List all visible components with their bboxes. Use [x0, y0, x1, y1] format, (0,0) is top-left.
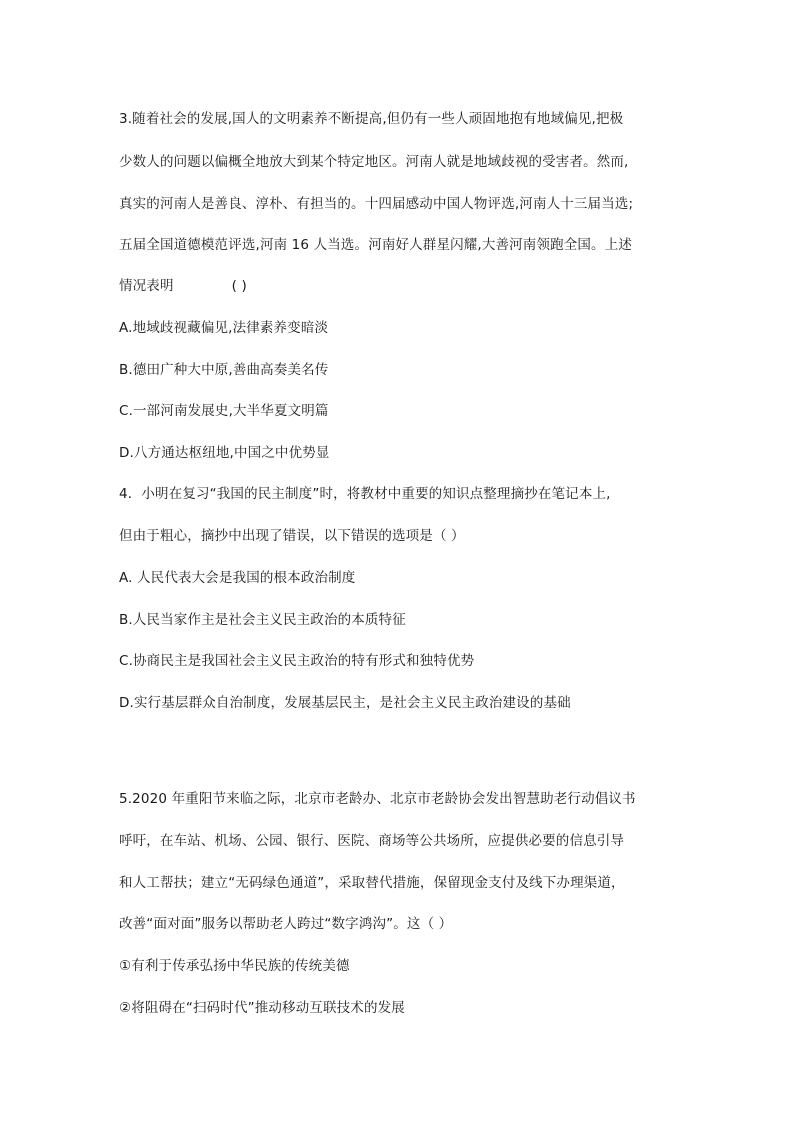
q3-stem-line-1: 3.随着社会的发展,国人的文明素养不断提高,但仍有一些人顽固地抱有地域偏见,把极 — [119, 111, 624, 127]
q5-stem-line-2: 呼吁，在车站、机场、公园、银行、医院、商场等公共场所，应提供必要的信息引导 — [119, 833, 625, 849]
q3-option-a: A.地域歧视藏偏见,法律素养变暗淡 — [119, 320, 329, 336]
q3-option-b: B.德田广种大中原,善曲高奏美名传 — [119, 362, 329, 378]
q4-option-b: B.人民当家作主是社会主义民主政治的本质特征 — [119, 612, 406, 628]
q4-option-c: C.协商民主是我国社会主义民主政治的特有形式和独特优势 — [119, 653, 475, 669]
q3-stem-line-2: 少数人的问题以偏概全地放大到某个特定地区。河南人就是地域歧视的受害者。然而, — [119, 154, 629, 170]
q3-option-d: D.八方通达枢纽地,中国之中优势显 — [119, 445, 330, 461]
q3-answer-bracket: ( ) — [231, 278, 247, 294]
q5-stem-line-3: 和人工帮扶；建立“无码绿色通道”，采取替代措施，保留现金支付及线下办理渠道， — [119, 875, 625, 891]
q3-stem-text: 情况表明 — [119, 278, 174, 294]
q3-stem-line-4: 五届全国道德模范评选,河南 16 人当选。河南好人群星闪耀,大善河南领跑全国。上述 — [119, 237, 632, 253]
q4-option-d: D.实行基层群众自治制度，发展基层民主，是社会主义民主政治建设的基础 — [119, 695, 571, 711]
q4-stem-line-2: 但由于粗心，摘抄中出现了错误，以下错误的选项是（ ） — [119, 528, 465, 544]
q4-option-a: A. 人民代表大会是我国的根本政治制度 — [119, 570, 356, 586]
q4-stem-line-1: 4．小明在复习“我国的民主制度”时，将教材中重要的知识点整理摘抄在笔记本上, — [119, 486, 611, 502]
q5-option-1: ①有利于传承弘扬中华民族的传统美德 — [119, 958, 350, 974]
q3-option-c: C.一部河南发展史,大半华夏文明篇 — [119, 403, 329, 419]
q3-stem-line-3: 真实的河南人是善良、淳朴、有担当的。十四届感动中国人物评选,河南人十三届当选; — [119, 196, 634, 212]
q3-stem-line-5 — [119, 277, 247, 295]
q5-option-2: ②将阻碍在“扫码时代”推动移动互联技术的发展 — [119, 1000, 405, 1016]
q5-stem-line-4: 改善“面对面”服务以帮助老人跨过“数字鸿沟”。这（ ） — [119, 916, 453, 932]
q5-stem-line-1: 5.2020 年重阳节来临之际，北京市老龄办、北京市老龄协会发出智慧助老行动倡议书 — [119, 791, 636, 807]
